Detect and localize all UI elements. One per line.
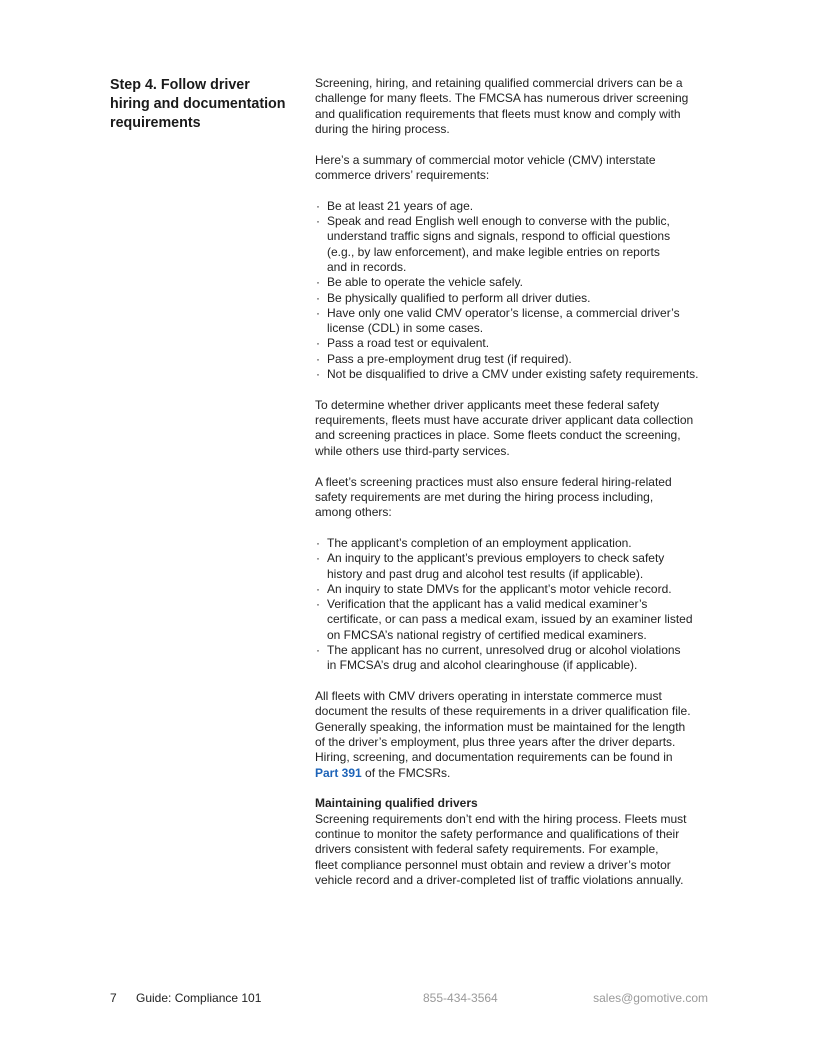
- text-line: and qualification requirements that fleets must know and comply with: [315, 106, 681, 121]
- section-heading-line: hiring and documentation: [110, 96, 286, 112]
- part-391-link[interactable]: Part 391: [315, 765, 362, 780]
- summary-paragraph: [315, 153, 710, 184]
- text-line: of the driver’s employment, plus three years after the driver departs.: [315, 734, 676, 749]
- text-line: commerce drivers’ requirements:: [315, 167, 490, 182]
- list-item-text: and in records.: [327, 259, 407, 274]
- text-line: during the hiring process.: [315, 121, 450, 136]
- text-line: To determine whether driver applicants meet these federal safety: [315, 397, 660, 412]
- list-item: [315, 536, 710, 551]
- list-item-text: (e.g., by law enforcement), and make legible entries on reports: [327, 244, 660, 259]
- text-line: among others:: [315, 505, 392, 520]
- list-item-text: Be physically qualified to perform all driver duties.: [327, 290, 591, 305]
- list-item: [315, 291, 710, 306]
- list-item-text: An inquiry to the applicant’s previous employers to check safety: [327, 551, 665, 566]
- determine-paragraph: [315, 398, 710, 459]
- list-item-text: Have only one valid CMV operator’s license, a commercial driver’s: [327, 305, 680, 320]
- text-line: Hiring, screening, and documentation requirements can be found in: [315, 750, 673, 765]
- bullet-icon: ·: [316, 643, 320, 657]
- text-line: while others use third-party services.: [315, 443, 510, 458]
- screening-paragraph: [315, 475, 710, 521]
- page-footer: [0, 990, 816, 1006]
- bullet-icon: ·: [316, 351, 320, 366]
- list-item: [315, 306, 710, 337]
- bullet-icon: ·: [316, 198, 320, 213]
- intro-paragraph: [315, 76, 710, 137]
- bullet-icon: ·: [316, 535, 320, 550]
- list-item: [315, 582, 710, 597]
- text-line: Screening, hiring, and retaining qualified commercial drivers can be a: [315, 76, 683, 90]
- list-item-text: Pass a pre-employment drug test (if required).: [327, 351, 572, 366]
- text-line: fleet compliance personnel must obtain and review a driver’s motor: [315, 857, 671, 872]
- section-heading-line: requirements: [110, 115, 201, 131]
- list-item: [315, 551, 710, 582]
- list-item-text: understand traffic signs and signals, respond to official questions: [327, 229, 671, 244]
- text-line: Here’s a summary of commercial motor vehicle (CMV) interstate: [315, 152, 656, 167]
- section-heading-line: Step 4. Follow driver: [110, 77, 250, 93]
- bullet-icon: ·: [316, 275, 320, 290]
- list-item: [315, 336, 710, 351]
- documentation-paragraph: [315, 689, 710, 781]
- text-line: document the results of these requirements in a driver qualification file.: [315, 704, 691, 719]
- phone-number: 855-434-3564: [423, 991, 498, 1005]
- list-item-text: Be able to operate the vehicle safely.: [327, 275, 523, 290]
- text-line: safety requirements are met during the hiring process including,: [315, 489, 654, 504]
- list-item: [315, 214, 710, 275]
- list-item-text: The applicant has no current, unresolved drug or alcohol violations: [327, 643, 681, 657]
- bullet-icon: ·: [316, 214, 320, 229]
- list-item-text: in FMCSA’s drug and alcohol clearinghouse (if applicable).: [327, 658, 638, 673]
- list-item: [315, 275, 710, 290]
- list-item-text: history and past drug and alcohol test results (if applicable).: [327, 566, 644, 581]
- list-item-text: The applicant’s completion of an employment application.: [327, 535, 632, 550]
- list-item-text: Be at least 21 years of age.: [327, 198, 474, 213]
- driver-requirements-list: [315, 199, 710, 383]
- text-line: A fleet’s screening practices must also ensure federal hiring-related: [315, 474, 672, 489]
- bullet-icon: ·: [316, 367, 320, 382]
- text-line: of the FMCSRs.: [361, 765, 451, 780]
- section-heading: [110, 76, 290, 133]
- bullet-icon: ·: [316, 581, 320, 596]
- subsection-heading: Maintaining qualified drivers: [315, 796, 478, 811]
- page-number: 7: [110, 991, 117, 1005]
- text-line: continue to monitor the safety performance and qualifications of their: [315, 826, 680, 841]
- main-content: [315, 76, 710, 904]
- list-item-text: certificate, or can pass a medical exam, issued by an examiner listed: [327, 612, 693, 627]
- guide-title: Guide: Compliance 101: [136, 991, 262, 1005]
- hiring-requirements-list: [315, 536, 710, 674]
- bullet-icon: ·: [316, 336, 320, 351]
- text-line: Generally speaking, the information must be maintained for the length: [315, 719, 686, 734]
- text-line: Screening requirements don’t end with the hiring process. Fleets must: [315, 811, 687, 826]
- list-item: [315, 597, 710, 643]
- list-item: [315, 367, 710, 382]
- list-item-text: license (CDL) in some cases.: [327, 321, 484, 336]
- list-item: [315, 199, 710, 214]
- maintaining-paragraph: [315, 812, 710, 888]
- list-item-text: on FMCSA’s national registry of certified medical examiners.: [327, 627, 647, 642]
- list-item: [315, 643, 710, 674]
- text-line: requirements, fleets must have accurate driver applicant data collection: [315, 413, 694, 428]
- bullet-icon: ·: [316, 551, 320, 566]
- list-item-text: Verification that the applicant has a valid medical examiner’s: [327, 597, 648, 612]
- bullet-icon: ·: [316, 597, 320, 612]
- bullet-icon: ·: [316, 290, 320, 305]
- list-item-text: Pass a road test or equivalent.: [327, 336, 490, 351]
- text-line: drivers consistent with federal safety requirements. For example,: [315, 842, 659, 857]
- list-item-text: Not be disqualified to drive a CMV under existing safety requirements.: [327, 367, 699, 382]
- bullet-icon: ·: [316, 305, 320, 320]
- list-item-text: Speak and read English well enough to converse with the public,: [327, 214, 670, 229]
- list-item-text: An inquiry to state DMVs for the applicant’s motor vehicle record.: [327, 581, 672, 596]
- text-line: vehicle record and a driver-completed list of traffic violations annually.: [315, 872, 684, 887]
- text-line: challenge for many fleets. The FMCSA has numerous driver screening: [315, 91, 689, 106]
- text-line: All fleets with CMV drivers operating in interstate commerce must: [315, 689, 662, 704]
- email-address: sales@gomotive.com: [593, 991, 708, 1005]
- text-line: and screening practices in place. Some fleets conduct the screening,: [315, 428, 681, 443]
- list-item: [315, 352, 710, 367]
